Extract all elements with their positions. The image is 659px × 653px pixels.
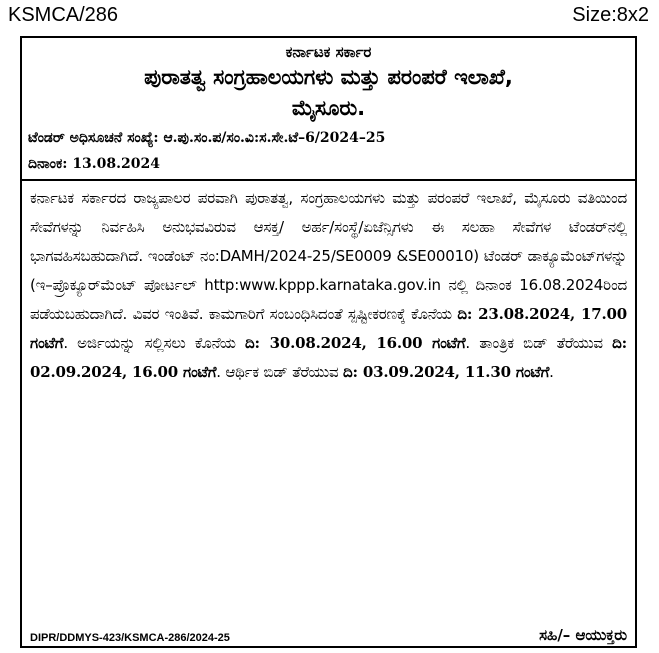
application-deadline: ದಿ: 30.08.2024, 16.00 ಗಂಟೆಗೆ xyxy=(245,334,466,352)
notice-header xyxy=(22,38,635,181)
dipr-reference: DIPR/DDMYS-423/KSMCA-286/2024-25 xyxy=(30,632,230,644)
body-text-2: . ಅರ್ಜಿಯನ್ನು ಸಲ್ಲಿಸಲು ಕೊನೆಯ xyxy=(63,334,246,352)
body-text-1: ಕರ್ನಾಟಕ ಸರ್ಕಾರದ ರಾಜ್ಯಪಾಲರ ಪರವಾಗಿ ಪುರಾತತ್ವ, ಸಂಗ್ರಹಾಲಯಗಳು ಮತ್ತು ಪರಂಪರೆ ಇಲಾಖೆ, ಮೈಸೂರು ವತಿಯಿಂದ ಸೇವೆಗಳನ್ನು ನಿರ್ವಹಿಸಿ ಅನುಭವವಿರುವ ಆಸಕ್ತ/ ಅರ್ಹ/ಸಂಸ್ಥೆ/ಏಜೆನ್ಸಿಗಳು ಈ ಸಲಹಾ ಸೇವೆಗಳ ಟೆಂಡರ್‌ನಲ್ಲಿ ಭಾಗವಹಿಸಬಹುದಾಗಿದೆ. ಇಂಡೆಂಟ್ ನಂ:DAMH/2024-25/SE0009 &SE00010) ಟೆಂಡರ್ ಡಾಕ್ಯೂಮೆಂಟ್‌ಗಳನ್ನು (ಇ–ಪ್ರೊಕ್ಯೂರ್‌ಮೆಂಟ್ ಪೋರ್ಟಲ್ http:www.kppp.karnataka.gov.in ನಲ್ಲಿ ದಿನಾಂಕ 16.08.2024ರಿಂದ ಪಡೆಯಬಹುದಾಗಿದೆ. ವಿವರ ಇಂತಿವೆ. ಕಾಮಗಾರಿಗೆ ಸಂಬಂಧಿಸಿದಂತೆ ಸ್ಪಷ್ಟೀಕರಣಕ್ಕೆ ಕೊನೆಯ xyxy=(30,189,627,323)
tender-number: ಟೆಂಡರ್ ಅಧಿಸೂಚನೆ ಸಂಖ್ಯೆ: ಆ.ಪು.ಸಂ.ಪ/ಸಂ.ವಿ:ಸ.ಸೇ.ಟೆ–6/2024–25 xyxy=(28,130,386,146)
ad-code: KSMCA/286 xyxy=(8,3,119,26)
body-text-4: . ಆರ್ಥಿಕ ಬಿಡ್ ತೆರೆಯುವ xyxy=(216,363,343,381)
signatory: ಸಹಿ/– ಆಯುಕ್ತರು xyxy=(539,626,627,644)
government-title: ಕರ್ನಾಟಕ ಸರ್ಕಾರ xyxy=(285,43,372,61)
department-name-line1: ಪುರಾತತ್ವ ಸಂಗ್ರಹಾಲಯಗಳು ಮತ್ತು ಪರಂಪರೆ ಇಲಾಖೆ, xyxy=(144,65,513,89)
notice-footer xyxy=(30,620,627,644)
ad-meta-bar xyxy=(8,2,649,28)
department-name-line2: ಮೈಸೂರು. xyxy=(291,96,366,120)
financial-bid-opening: ದಿ: 03.09.2024, 11.30 ಗಂಟೆಗೆ xyxy=(343,363,550,381)
body-text-5: . xyxy=(549,363,554,381)
body-text-3: . ತಾಂತ್ರಿಕ ಬಿಡ್ ತೆರೆಯುವ xyxy=(465,334,613,352)
tender-notice-box xyxy=(20,36,637,648)
ad-size: Size:8x2 xyxy=(572,3,649,26)
technical-bid-opening: ದಿ: 02.09.2024, 16.00 ಗಂಟೆಗೆ xyxy=(30,334,627,381)
clarification-deadline: ದಿ: 23.08.2024, 17.00 ಗಂಟೆಗೆ xyxy=(30,305,627,352)
notice-body xyxy=(22,181,635,387)
notice-date: ದಿನಾಂಕ: 13.08.2024 xyxy=(28,156,160,172)
